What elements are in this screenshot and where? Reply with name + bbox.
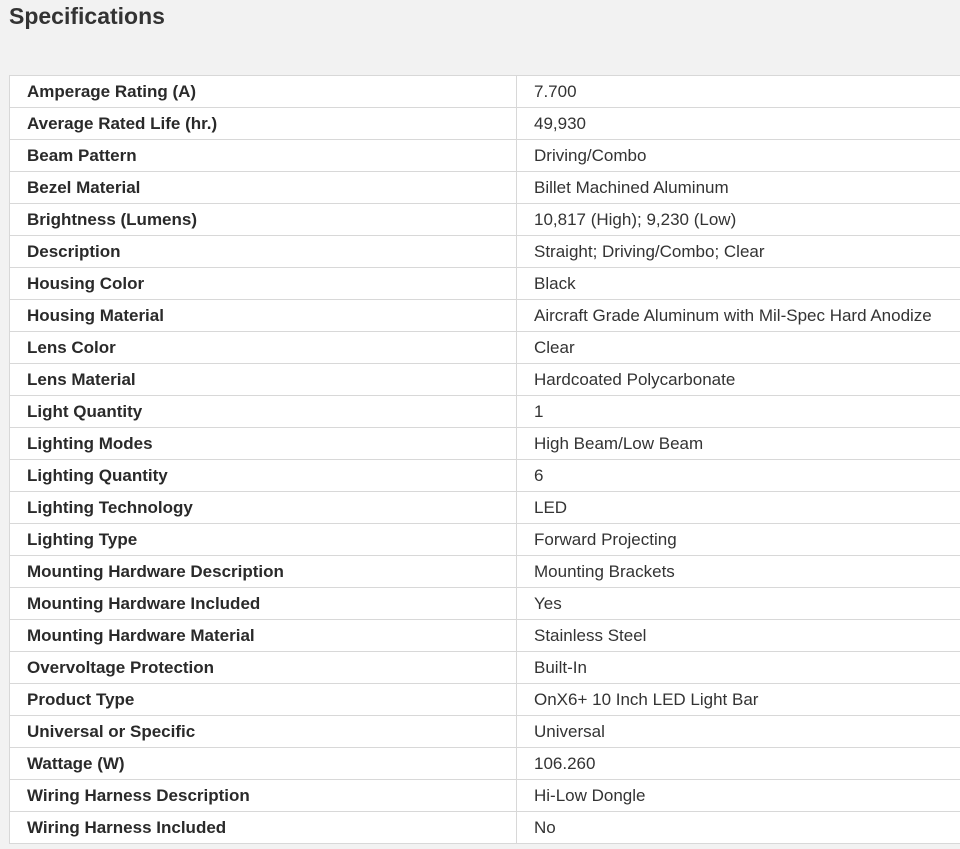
spec-value: Black [517,268,960,300]
spec-label: Wattage (W) [10,748,517,780]
spec-label: Product Type [10,684,517,716]
spec-label: Mounting Hardware Description [10,556,517,588]
spec-label: Overvoltage Protection [10,652,517,684]
spec-value: Mounting Brackets [517,556,960,588]
spec-row [10,364,960,396]
spec-value: Universal [517,716,960,748]
spec-label: Average Rated Life (hr.) [10,108,517,140]
spec-row [10,268,960,300]
spec-label: Lighting Type [10,524,517,556]
spec-value: Aircraft Grade Aluminum with Mil-Spec Hard Anodize [517,300,960,332]
spec-label: Wiring Harness Description [10,780,517,812]
spec-label: Lighting Modes [10,428,517,460]
spec-row [10,108,960,140]
spec-row [10,684,960,716]
spec-row [10,588,960,620]
spec-row [10,172,960,204]
spec-value: 1 [517,396,960,428]
spec-value: Built-In [517,652,960,684]
spec-label: Lighting Technology [10,492,517,524]
spec-value: Driving/Combo [517,140,960,172]
spec-value: Clear [517,332,960,364]
spec-value: 49,930 [517,108,960,140]
spec-label: Housing Material [10,300,517,332]
spec-label: Housing Color [10,268,517,300]
spec-row [10,716,960,748]
spec-value: 7.700 [517,76,960,108]
spec-row [10,652,960,684]
spec-value: Billet Machined Aluminum [517,172,960,204]
spec-value: No [517,812,960,844]
spec-value: Hi-Low Dongle [517,780,960,812]
spec-label: Beam Pattern [10,140,517,172]
spec-row [10,780,960,812]
spec-value: Straight; Driving/Combo; Clear [517,236,960,268]
spec-row [10,524,960,556]
spec-label: Description [10,236,517,268]
spec-label: Lighting Quantity [10,460,517,492]
spec-label: Universal or Specific [10,716,517,748]
spec-value: OnX6+ 10 Inch LED Light Bar [517,684,960,716]
spec-row [10,620,960,652]
spec-value: High Beam/Low Beam [517,428,960,460]
spec-row [10,748,960,780]
spec-value: Hardcoated Polycarbonate [517,364,960,396]
spec-row [10,204,960,236]
spec-row [10,332,960,364]
spec-value: Yes [517,588,960,620]
page-title: Specifications [9,3,165,29]
spec-row [10,300,960,332]
spec-label: Mounting Hardware Included [10,588,517,620]
spec-value: Stainless Steel [517,620,960,652]
spec-row [10,492,960,524]
spec-row [10,428,960,460]
spec-value: 6 [517,460,960,492]
spec-value: LED [517,492,960,524]
spec-label: Bezel Material [10,172,517,204]
spec-row [10,236,960,268]
spec-value: 10,817 (High); 9,230 (Low) [517,204,960,236]
spec-label: Wiring Harness Included [10,812,517,844]
spec-label: Mounting Hardware Material [10,620,517,652]
specifications-table-body [10,76,960,844]
spec-row [10,556,960,588]
spec-label: Brightness (Lumens) [10,204,517,236]
spec-row [10,76,960,108]
spec-row [10,396,960,428]
spec-label: Lens Material [10,364,517,396]
spec-row [10,140,960,172]
spec-label: Lens Color [10,332,517,364]
specifications-table [9,75,960,844]
spec-value: Forward Projecting [517,524,960,556]
spec-label: Light Quantity [10,396,517,428]
spec-value: 106.260 [517,748,960,780]
spec-row [10,460,960,492]
spec-row [10,812,960,844]
spec-label: Amperage Rating (A) [10,76,517,108]
